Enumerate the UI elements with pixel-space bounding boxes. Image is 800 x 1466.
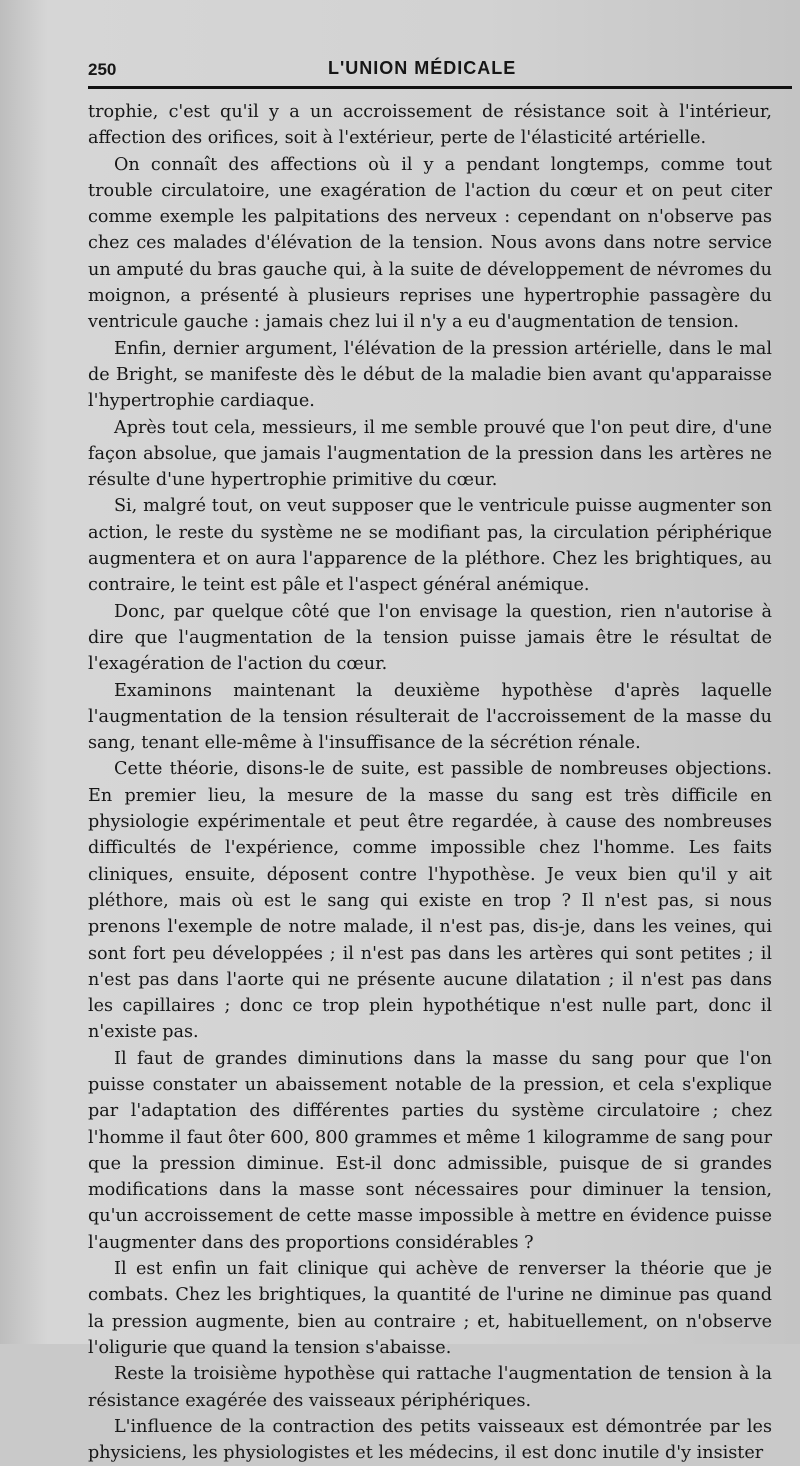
paragraph: trophie, c'est qu'il y a un accroissement de résistance soit à l'intérieur, affection des orifices, soit à l'extérieur, perte de l'élasticité artérielle. — [88, 102, 772, 149]
paragraph: Après tout cela, messieurs, il me semble prouvé que l'on peut dire, d'une façon absolue, que jamais l'augmentation de la pression dans les artères ne résulte d'une hypertrophie primitive du cœur. — [88, 417, 772, 491]
page-number: 250 — [88, 60, 117, 79]
paragraph: Donc, par quelque côté que l'on envisage la question, rien n'autorise à dire que l'augmentation de la tension puisse jamais être le résultat de l'exagération de l'action du cœur. — [88, 601, 772, 675]
paragraph: Cette théorie, disons-le de suite, est passible de nombreuses objections. En premier lieu, la mesure de la masse du sang est très difficile en physiologie expérimentale et peut être regardée, à cause des nombreuses difficultés de l'expérience, comme impossible chez l'homme. Les faits cliniques, ensuite, déposent contre l'hypothèse. Je veux bien qu'il y ait pléthore, mais où est le sang qui existe en trop ? Il n'est pas, si nous prenons l'exemple de notre malade, il n'est pas, dis-je, dans les veines, qui sont fort peu développées ; il n'est pas dans les artères qui sont petites ; il n'est pas dans l'aorte qui ne présente aucune dilatation ; il n'est pas dans les capillaires ; donc ce trop plein hypothétique n'est nulle part, donc il n'existe pas. — [88, 759, 772, 1043]
page-header — [88, 56, 792, 89]
paragraph: Si, malgré tout, on veut supposer que le ventricule puisse augmenter son action, le reste du système ne se modifiant pas, la circulation périphérique augmentera et on aura l'apparence de la pléthore. Chez les brightiques, au contraire, le teint est pâle et l'aspect général anémique. — [88, 496, 772, 596]
paragraph: On connaît des affections où il y a pendant longtemps, comme tout trouble circulatoire, une exagération de l'action du cœur et on peut citer comme exemple les palpitations des nerveux : cependant on n'observe pas chez ces malades d'élévation de la tension. Nous avons dans notre service un amputé du bras gauche qui, à la suite de développement de névromes du moignon, a présenté à plusieurs reprises une hypertrophie passagère du ventricule gauche : jamais chez lui il n'y a eu d'augmentation de tension. — [88, 154, 772, 333]
running-title: L'UNION MÉDICALE — [328, 58, 517, 78]
paragraph: Enfin, dernier argument, l'élévation de la pression artérielle, dans le mal de Bright, se manifeste dès le début de la maladie bien avant qu'apparaisse l'hypertrophie cardiaque. — [88, 338, 772, 412]
paragraph: Reste la troisième hypothèse qui rattache l'augmentation de tension à la résistance exagérée des vaisseaux périphériques. — [88, 1364, 772, 1411]
paragraph: Examinons maintenant la deuxième hypothèse d'après laquelle l'augmentation de la tension résulterait de l'accroissement de la masse du sang, tenant elle-même à l'insuffisance de la sécrétion rénale. — [88, 680, 772, 754]
paragraph: Il est enfin un fait clinique qui achève de renverser la théorie que je combats. Chez les brightiques, la quantité de l'urine ne diminue pas quand la pression augmente, bien au contraire ; et, habituellement, on n'observe l'oligurie que quand la tension s'abaisse. — [88, 1259, 772, 1358]
body-text — [88, 99, 772, 1466]
paragraph: L'influence de la contraction des petits vaisseaux est démontrée par les physiciens, les physiologistes et les médecins, il est donc inutile d'y insister — [88, 1416, 772, 1464]
paragraph: Il faut de grandes diminutions dans la masse du sang pour que l'on puisse constater un abaissement notable de la pression, et cela s'explique par l'adaptation des différentes parties du système circulatoire ; chez l'homme il faut ôter 600, 800 grammes et même 1 kilogramme de sang pour que la pression diminue. Est-il donc admissible, puisque de si grandes modifications dans la masse sont nécessaires pour diminuer la tension, qu'un accroissement de cette masse impossible à mettre en évidence puisse l'augmenter dans des proportions considérables ? — [88, 1048, 772, 1253]
